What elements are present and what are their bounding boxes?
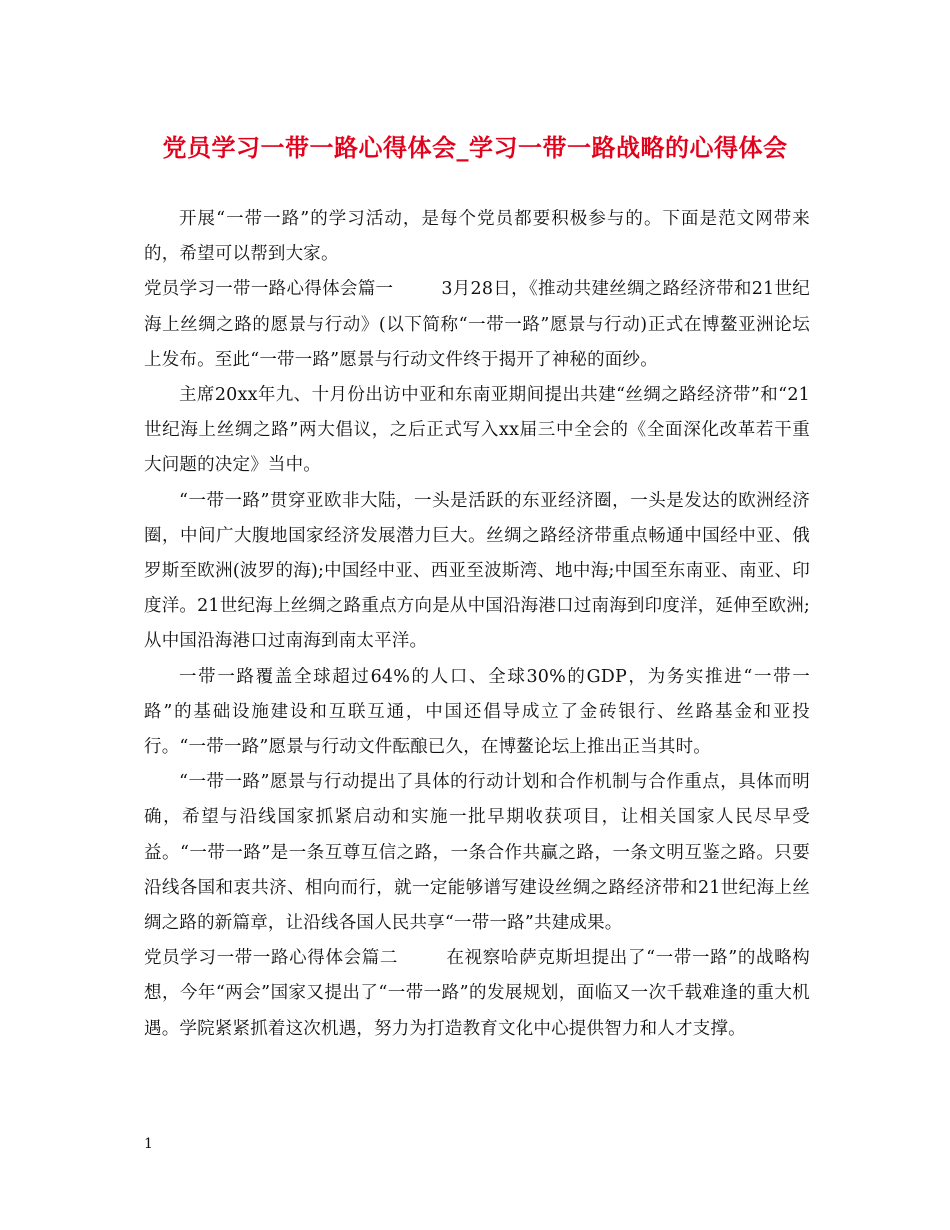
part2-heading: 党员学习一带一路心得体会篇二 xyxy=(144,948,399,969)
part1-heading: 党员学习一带一路心得体会篇一 xyxy=(144,279,394,300)
paragraph-5: “一带一路”愿景与行动提出了具体的行动计划和合作机制与合作重点，具体而明确，希望与沿线国家抓紧启动和实施一批早期收获项目，让相关国家人民尽早受益。“一带一路”是一条互尊互信之路，一条合作共赢之路，一条文明互鉴之路。只要沿线各国和衷共济、相向而行，就一定能够谱写建设丝绸之路经济带和21世纪海上丝绸之路的新篇章，让沿线各国人民共享“一带一路”共建成果。 xyxy=(144,772,810,934)
document-title: 党员学习一带一路心得体会_学习一带一路战略的心得体会 xyxy=(162,134,788,162)
part2-lead-text: 在视察哈萨克斯坦提出了“一带一路”的战略构想，今年“两会”国家又提出了“一带一路”的发展规划，面临又一次千载难逢的重大机遇。学院紧紧抓着这次机遇，努力为打造教育文化中心提供智力和人才支撑。 xyxy=(144,948,810,1039)
paragraph-part2 xyxy=(144,941,810,1047)
paragraph-part1 xyxy=(144,272,810,378)
paragraph-3: “一带一路”贯穿亚欧非大陆，一头是活跃的东亚经济圈，一头是发达的欧洲经济圈，中间广大腹地国家经济发展潜力巨大。丝绸之路经济带重点畅通中国经中亚、俄罗斯至欧洲(波罗的海);中国经中亚、西亚至波斯湾、地中海;中国至东南亚、南亚、印度洋。21世纪海上丝绸之路重点方向是从中国沿海港口过南海到印度洋，延伸至欧洲;从中国沿海港口过南海到南太平洋。 xyxy=(144,490,810,652)
paragraph-2: 主席20xx年九、十月份出访中亚和东南亚期间提出共建“丝绸之路经济带”和“21世纪海上丝绸之路”两大倡议，之后正式写入xx届三中全会的《全面深化改革若干重大问题的决定》当中。 xyxy=(144,385,810,476)
paragraph-intro: 开展“一带一路”的学习活动，是每个党员都要积极参与的。下面是范文网带来的，希望可以帮到大家。 xyxy=(144,209,810,265)
part1-lead-text: 3月28日，《推动共建丝绸之路经济带和21世纪海上丝绸之路的愿景与行动》(以下简称“一带一路”愿景与行动)正式在博鳌亚洲论坛上发布。至此“一带一路”愿景与行动文件终于揭开了神秘的面纱。 xyxy=(144,279,810,370)
page-number: 1 xyxy=(144,1136,153,1152)
document-body xyxy=(144,202,810,1047)
paragraph-4: 一带一路覆盖全球超过64%的人口、全球30%的GDP，为务实推进“一带一路”的基础设施建设和互联互通，中国还倡导成立了金砖银行、丝路基金和亚投行。“一带一路”愿景与行动文件酝酿已久，在博鳌论坛上推出正当其时。 xyxy=(144,666,810,758)
